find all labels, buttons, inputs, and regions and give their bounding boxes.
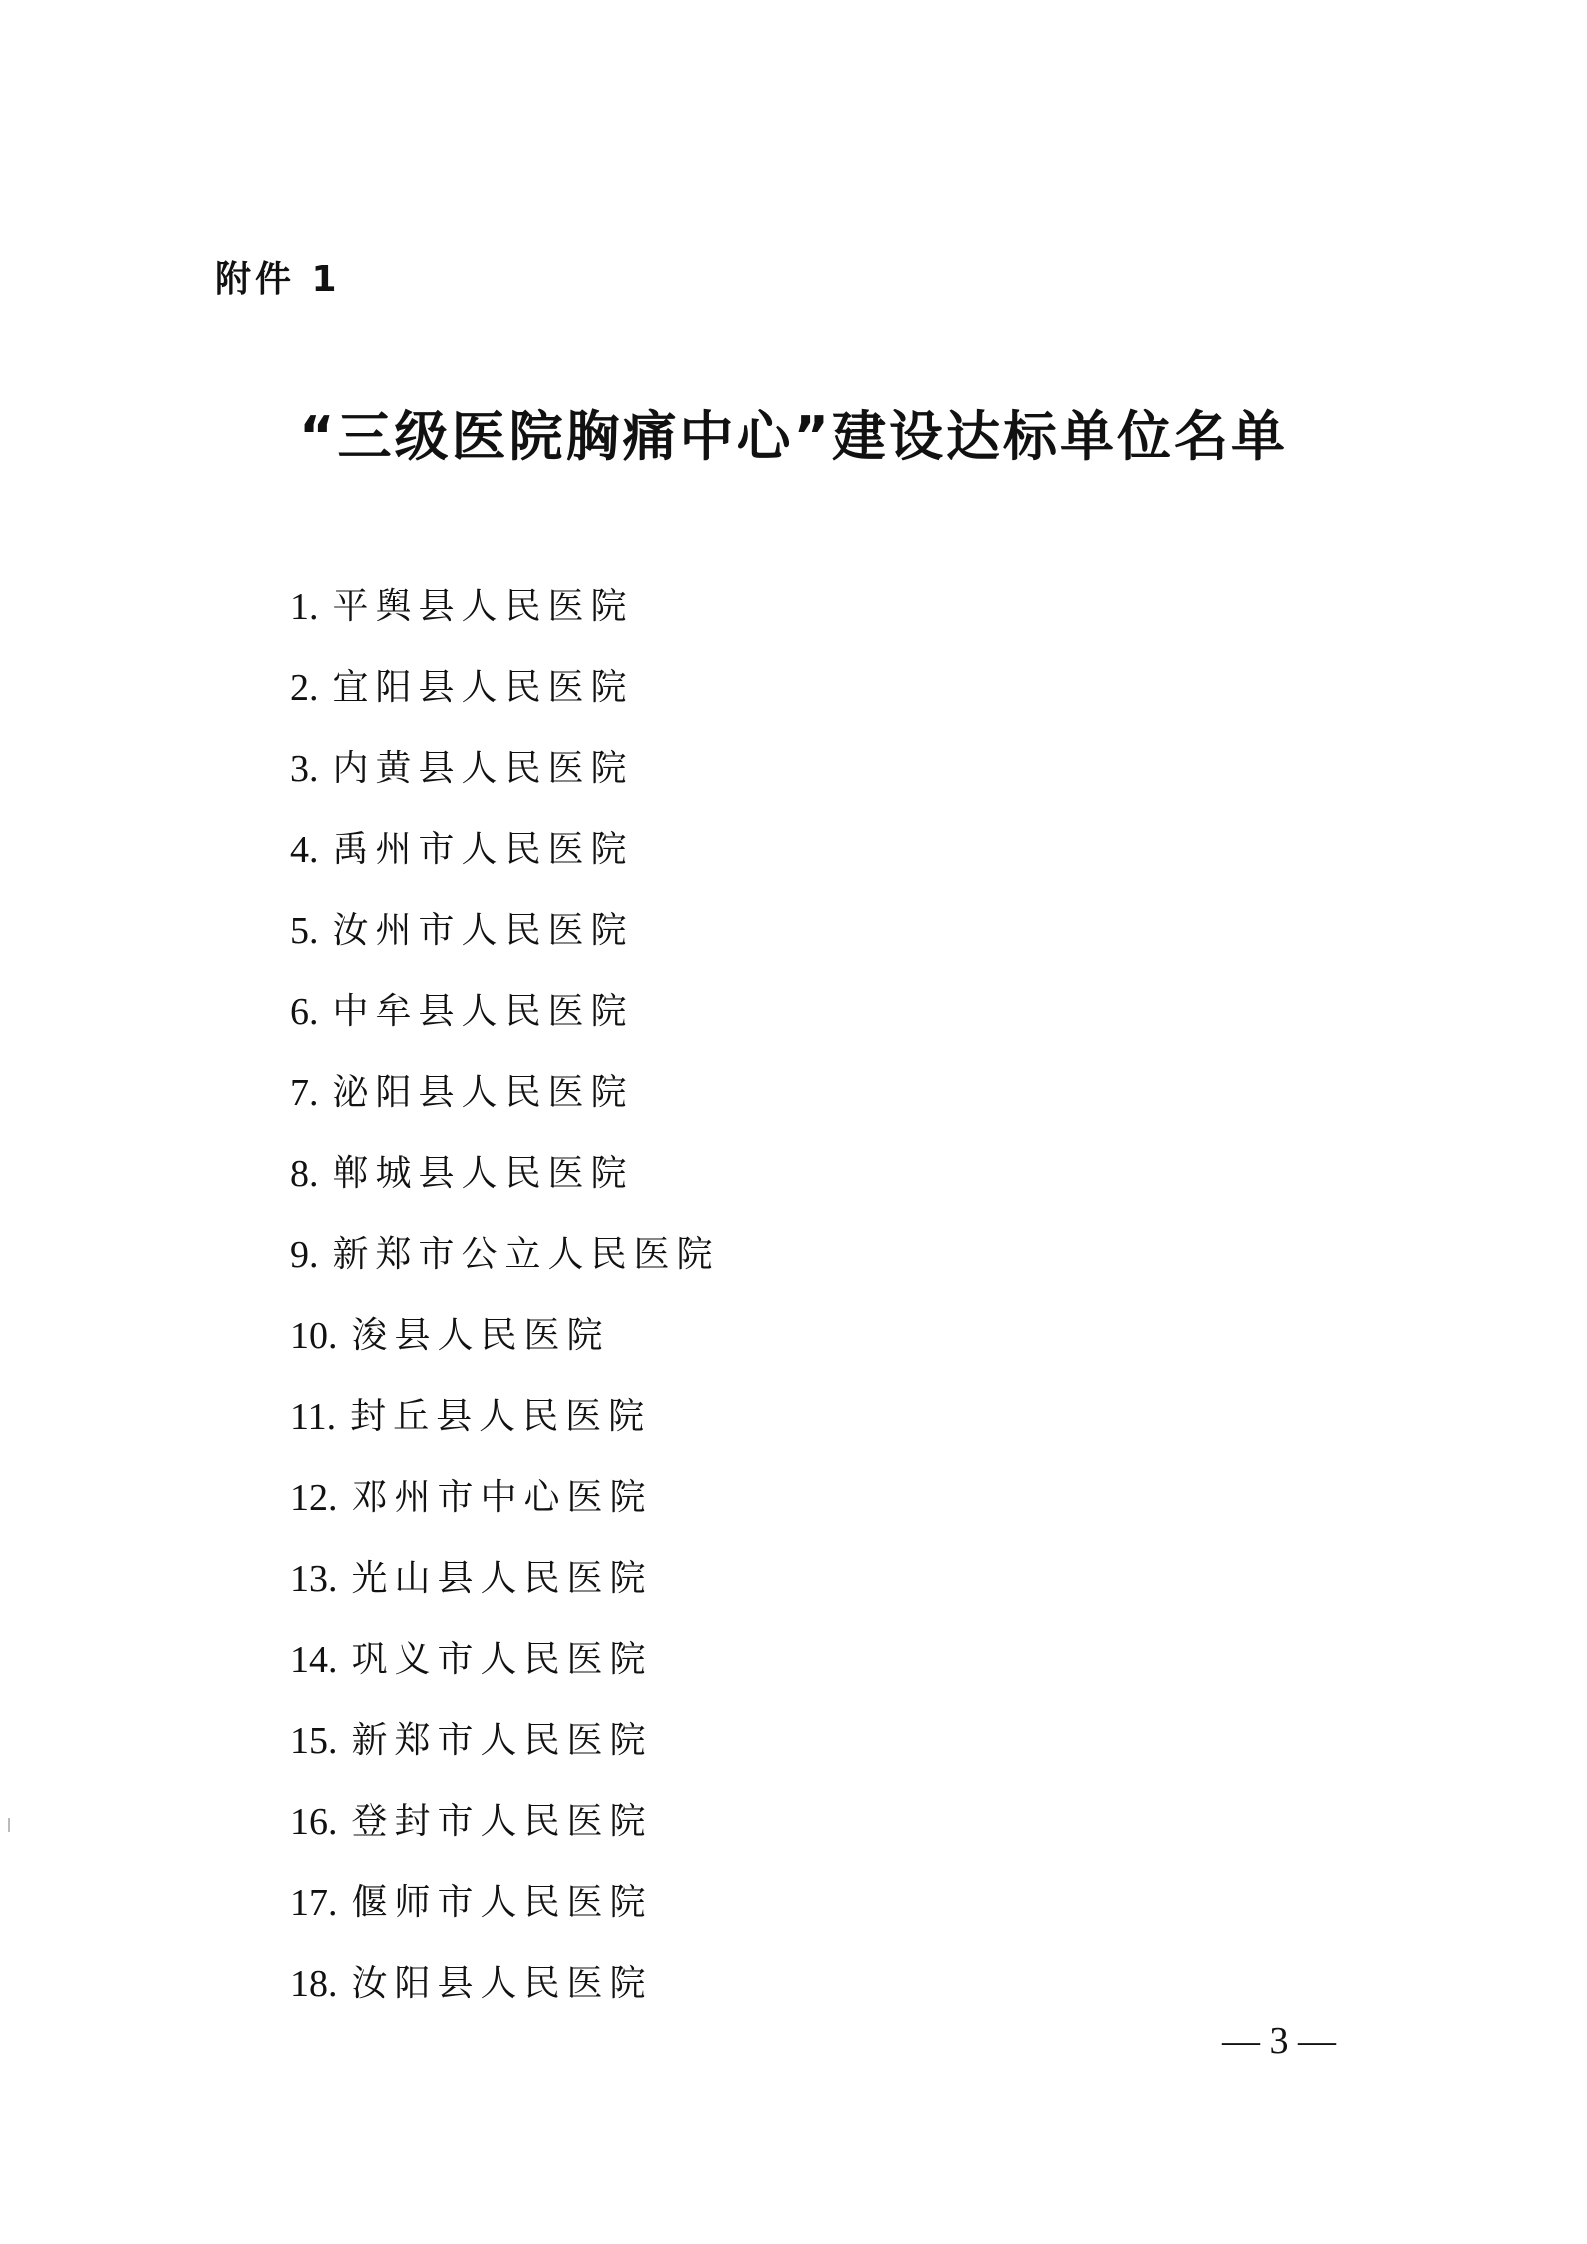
- hospital-name: 内黄县人民医院: [332, 747, 634, 789]
- list-item: [290, 728, 720, 809]
- hospital-name: 登封市人民医院: [351, 1800, 653, 1842]
- hospital-name: 禹州市人民医院: [332, 828, 634, 870]
- item-number: 9.: [290, 1233, 319, 1276]
- item-number: 10.: [290, 1314, 338, 1357]
- scan-artifact-mark: [8, 1818, 10, 1832]
- list-item: [290, 1700, 720, 1781]
- list-item: [290, 1619, 720, 1700]
- item-number: 2.: [290, 666, 319, 709]
- hospital-name: 汝州市人民医院: [332, 909, 634, 951]
- item-number: 17.: [290, 1881, 338, 1924]
- hospital-name: 新郑市人民医院: [351, 1719, 653, 1761]
- list-item: [290, 647, 720, 728]
- item-number: 12.: [290, 1476, 338, 1519]
- hospital-name: 宜阳县人民医院: [332, 666, 634, 708]
- hospital-name: 中牟县人民医院: [332, 990, 634, 1032]
- hospital-name: 浚县人民医院: [351, 1314, 610, 1356]
- item-number: 11.: [290, 1395, 337, 1438]
- list-item: [290, 1862, 720, 1943]
- list-item: [290, 1376, 720, 1457]
- item-number: 7.: [290, 1071, 319, 1114]
- hospital-list: [290, 566, 720, 2024]
- document-title: “三级医院胸痛中心”建设达标单位名单: [299, 405, 1288, 468]
- list-item: [290, 1052, 720, 1133]
- list-item: [290, 971, 720, 1052]
- list-item: [290, 1457, 720, 1538]
- list-item: [290, 1943, 720, 2024]
- list-item: [290, 1214, 720, 1295]
- item-number: 3.: [290, 747, 319, 790]
- hospital-name: 新郑市公立人民医院: [332, 1233, 720, 1275]
- list-item: [290, 1538, 720, 1619]
- list-item: [290, 809, 720, 890]
- hospital-name: 光山县人民医院: [351, 1557, 653, 1599]
- hospital-name: 巩义市人民医院: [351, 1638, 653, 1680]
- item-number: 13.: [290, 1557, 338, 1600]
- hospital-name: 汝阳县人民医院: [351, 1962, 653, 2004]
- hospital-name: 封丘县人民医院: [350, 1395, 652, 1437]
- item-number: 15.: [290, 1719, 338, 1762]
- list-item: [290, 1781, 720, 1862]
- list-item: [290, 890, 720, 971]
- item-number: 5.: [290, 909, 319, 952]
- hospital-name: 平舆县人民医院: [332, 585, 634, 627]
- item-number: 18.: [290, 1962, 338, 2005]
- hospital-name: 邓州市中心医院: [351, 1476, 653, 1518]
- list-item: [290, 566, 720, 647]
- hospital-name: 偃师市人民医院: [351, 1881, 653, 1923]
- item-number: 6.: [290, 990, 319, 1033]
- item-number: 16.: [290, 1800, 338, 1843]
- item-number: 4.: [290, 828, 319, 871]
- list-item: [290, 1133, 720, 1214]
- item-number: 8.: [290, 1152, 319, 1195]
- list-item: [290, 1295, 720, 1376]
- hospital-name: 郸城县人民医院: [332, 1152, 634, 1194]
- attachment-label: 附件 1: [215, 259, 341, 300]
- item-number: 14.: [290, 1638, 338, 1681]
- hospital-name: 泌阳县人民医院: [332, 1071, 634, 1113]
- item-number: 1.: [290, 585, 319, 628]
- page-number: — 3 —: [1222, 2020, 1336, 2062]
